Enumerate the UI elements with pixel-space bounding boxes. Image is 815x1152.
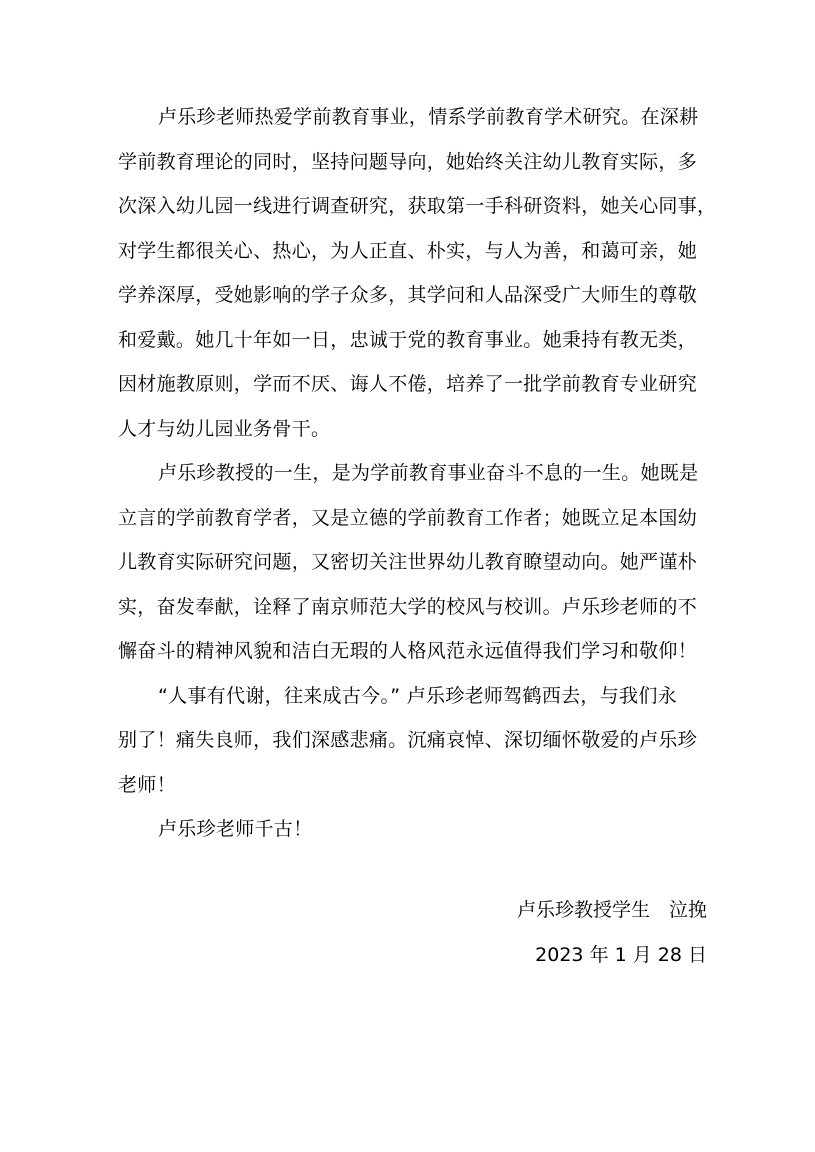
signature-author: 卢乐珍教授学生 泣挽: [516, 899, 707, 921]
paragraph-3: [118, 674, 710, 808]
eulogy-body: [118, 95, 717, 852]
text-line: 因材施教原则，学而不厌、诲人不倦，培养了一批学前教育专业研究: [118, 373, 698, 395]
text-line: 立言的学前教育学者，又是立德的学前教育工作者；她既立足本国幼: [118, 506, 698, 529]
text-line: 老师！: [118, 773, 176, 796]
signature-block: [517, 888, 707, 977]
text-line: 卢乐珍老师千古！: [158, 818, 313, 840]
text-line: 和爱戴。她几十年如一日，忠诚于党的教育事业。她秉持有教无类，: [118, 328, 698, 351]
text-line: 学前教育理论的同时，坚持问题导向，她始终关注幼儿教育实际，多: [118, 150, 698, 173]
paragraph-1: [118, 95, 717, 451]
text-line: 别了！痛失良师，我们深感悲痛。沉痛哀悼、深切缅怀敬爱的卢乐珍: [118, 729, 698, 751]
text-line: 懈奋斗的精神风貌和洁白无瑕的人格风范永远值得我们学习和敬仰！: [118, 640, 698, 662]
paragraph-2: [118, 451, 710, 674]
text-line: 实，奋发奉献，诠释了南京师范大学的校风与校训。卢乐珍老师的不: [118, 595, 698, 618]
paragraph-4: [118, 807, 710, 852]
text-line: 对学生都很关心、热心，为人正直、朴实，与人为善，和蔼可亲，她: [118, 239, 698, 262]
text-line: 人才与幼儿园业务骨干。: [118, 417, 331, 440]
text-line: 学养深厚，受她影响的学子众多，其学问和人品深受广大师生的尊敬: [118, 284, 698, 306]
text-line: 卢乐珍教授的一生，是为学前教育事业奋斗不息的一生。她既是: [158, 462, 699, 484]
text-line: 次深入幼儿园一线进行调查研究，获取第一手科研资料，她关心同事，: [118, 195, 717, 217]
text-line: “人事有代谢，往来成古今。” 卢乐珍老师驾鹤西去，与我们永: [158, 684, 677, 707]
signature-date: 2023 年 1 月 28 日: [535, 943, 707, 966]
text-line: 儿教育实际研究问题，又密切关注世界幼儿教育瞭望动向。她严谨朴: [118, 551, 698, 573]
text-line: 卢乐珍老师热爱学前教育事业，情系学前教育学术研究。在深耕: [158, 106, 699, 128]
